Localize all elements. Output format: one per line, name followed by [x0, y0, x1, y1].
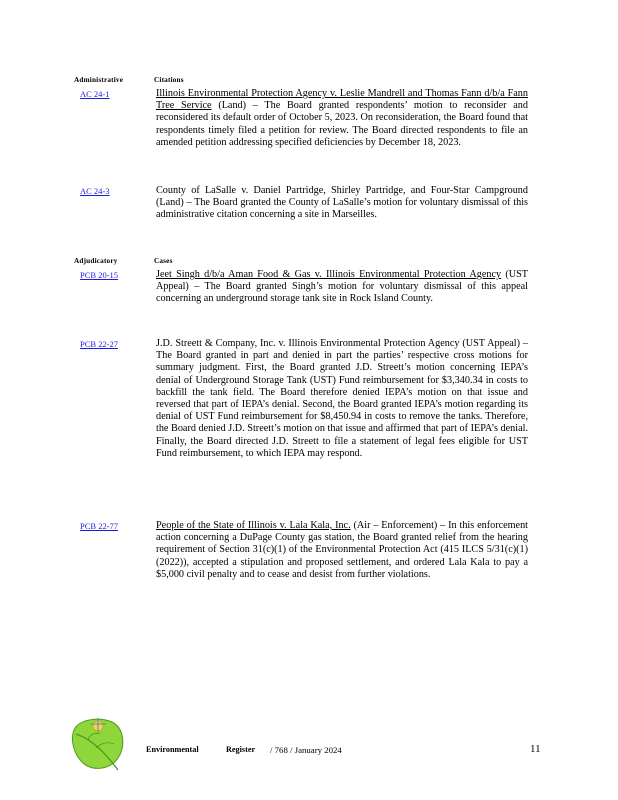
- case-entry-ac-24-1: [156, 88, 528, 149]
- leaf-logo-icon: [68, 712, 128, 774]
- case-title: People of the State of Illinois v. Lala Kala, Inc.: [156, 520, 351, 531]
- case-summary: (Land) – The Board granted respondents’ motion to reconsider and reconsidered its default order of October 5, 2023. On reconsideration, the Board found that respondents timely filed a petition for review. The Board directed respondents to file an amended petition addressing specified deficiencies by December 18, 2023.: [156, 100, 528, 148]
- case-summary: J.D. Streett & Company, Inc. v. Illinois Environmental Protection Agency (UST Appeal) – The Board granted in part and denied in part the parties’ respective cross motions for summary judgment. First, the Board granted J.D. Streett’s motion concerning IEPA’s denial of Underground Storage Tank (UST) Fund reimbursement for $3,340.34 in costs to backfill the tank field. The Board therefore denied IEPA’s motion on that issue and reversed that part of IEPA’s denial. Second, the Board granted IEPA’s motion regarding its denial of UST Fund reimbursement for $8,450.94 in costs to remove the tanks. Therefore, the Board denied J.D. Streett’s motion on that issue and affirmed that part of IEPA’s denial. Finally, the Board directed J.D. Streett to file a statement of legal fees eligible for UST Fund reimbursement, to which IEPA may respond.: [156, 338, 528, 459]
- case-link-ac-24-3[interactable]: AC 24-3: [80, 186, 110, 196]
- case-entry-ac-24-3: [156, 185, 528, 222]
- case-title: Illinois Environmental Protection Agency v. Leslie Mandrell and Thomas Fann d/b/a Fann Tree Service: [156, 88, 528, 112]
- section-heading-administrative-citations: [74, 76, 184, 84]
- case-entry-pcb-20-15: [156, 269, 528, 306]
- footer-publication: Environmental: [146, 745, 199, 754]
- case-title: Jeet Singh d/b/a Aman Food & Gas v. Illinois Environmental Protection Agency: [156, 269, 502, 280]
- case-link-pcb-22-27[interactable]: PCB 22-27: [80, 339, 119, 349]
- case-summary: County of LaSalle v. Daniel Partridge, Shirley Partridge, and Four-Star Campground (Land) – The Board granted the County of LaSalle’s motion for voluntary dismissal of this administrative citation concerning a site in Marseilles.: [156, 185, 528, 221]
- case-summary: (UST Appeal) – The Board granted Singh’s motion for voluntary dismissal of this appeal concerning an underground storage tank site in Rock Island County.: [156, 269, 528, 305]
- case-summary: (Air – Enforcement) – In this enforcement action concerning a DuPage County gas station, the Board granted relief from the hearing requirement of Section 31(c)(1) of the Environmental Protection Act (415 ILCS 5/31(c)(1) (2022)), accepted a stipulation and proposed settlement, and ordered Lala Kala to pay a $5,000 civil penalty and to cease and desist from further violations.: [156, 520, 528, 580]
- case-link-pcb-20-15[interactable]: PCB 20-15: [80, 270, 119, 280]
- section-heading-word2: Cases: [154, 257, 173, 265]
- section-heading-adjudicatory-cases: [74, 257, 173, 265]
- section-heading-word1: Adjudicatory: [74, 257, 118, 265]
- footer-issue: / 768 / January 2024: [270, 745, 342, 755]
- case-link-ac-24-1[interactable]: AC 24-1: [80, 89, 110, 99]
- section-heading-word2: Citations: [154, 76, 184, 84]
- footer-page-number: 11: [530, 743, 541, 755]
- section-heading-word1: Administrative: [74, 76, 124, 84]
- case-link-pcb-22-77[interactable]: PCB 22-77: [80, 521, 119, 531]
- case-entry-pcb-22-77: [156, 520, 528, 581]
- case-entry-pcb-22-27: [156, 338, 528, 460]
- footer-register: Register: [226, 745, 256, 754]
